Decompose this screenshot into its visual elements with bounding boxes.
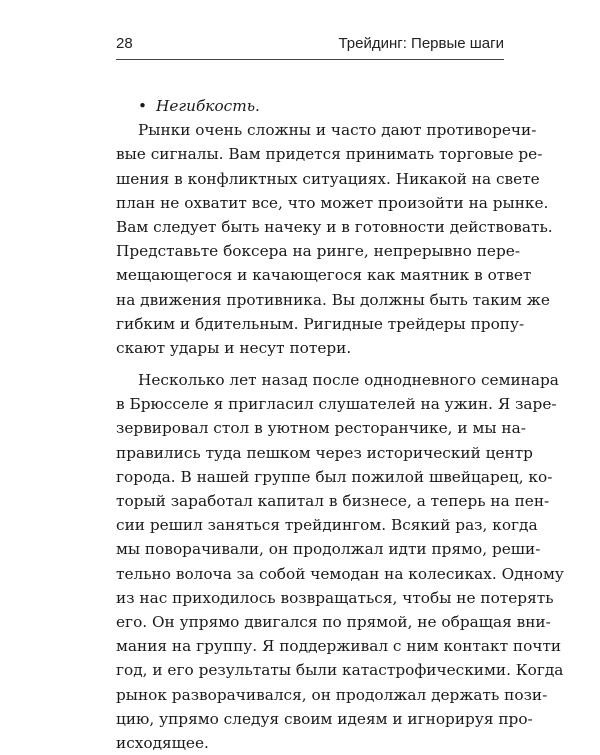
text-line: скают удары и несут потери. bbox=[116, 338, 352, 357]
text-line: мы поворачивали, он продолжал идти прямо, реши- bbox=[116, 540, 541, 559]
text-line: Вам следует быть начеку и в готовности действовать. bbox=[116, 217, 553, 236]
text-line: гибким и бдительным. Ригидные трейдеры пропу- bbox=[116, 314, 525, 333]
text-line: Представьте боксера на ринге, непрерывно пере- bbox=[116, 242, 520, 261]
text-line: торый заработал капитал в бизнесе, а теперь на пен- bbox=[116, 492, 550, 510]
text-line: на движения противника. Вы должны быть таким же bbox=[116, 290, 550, 309]
text-line: сии решил заняться трейдингом. Всякий раз, когда bbox=[116, 516, 538, 535]
page-number: 28 bbox=[116, 35, 133, 52]
paragraph-inflexibility bbox=[116, 118, 553, 360]
text-line: из нас приходилось возвращаться, чтобы не потерять bbox=[116, 588, 554, 607]
paragraph-anecdote bbox=[116, 368, 564, 755]
page-header bbox=[116, 35, 504, 57]
text-line: мещающегося и качающегося как маятник в ответ bbox=[116, 266, 532, 285]
text-line: Рынки очень сложны и часто дают противоречи- bbox=[138, 121, 537, 140]
text-line: рынок разворачивался, он продолжал держать пози- bbox=[116, 685, 548, 704]
page-body bbox=[116, 94, 564, 755]
running-title: Трейдинг: Первые шаги bbox=[338, 35, 504, 52]
text-line: его. Он упрямо двигался по прямой, не обращая вни- bbox=[116, 612, 551, 631]
text-line: план не охватит все, что может произойти на рынке. bbox=[116, 193, 549, 212]
text-line: цию, упрямо следуя своим идеям и игнорируя про- bbox=[116, 709, 533, 728]
text-line: Несколько лет назад после однодневного семинара bbox=[138, 371, 559, 390]
text-line: шения в конфликтных ситуациях. Никакой на свете bbox=[116, 169, 540, 188]
text-line: исходящее. bbox=[116, 733, 209, 752]
text-line: вые сигналы. Вам придется принимать торговые ре- bbox=[116, 145, 543, 164]
text-line: зервировал стол в уютном ресторанчике, и мы на- bbox=[116, 419, 526, 438]
bullet-marker: • bbox=[138, 97, 148, 115]
bullet-text: Негибкость. bbox=[156, 97, 260, 115]
bullet-item bbox=[116, 94, 504, 118]
text-line: мания на группу. Я поддерживал с ним контакт почти bbox=[116, 637, 562, 656]
text-line: год, и его результаты были катастрофическими. Когда bbox=[116, 661, 564, 680]
header-rule bbox=[116, 59, 504, 60]
text-line: правились туда пешком через исторический центр bbox=[116, 443, 533, 462]
text-line: в Брюсселе я пригласил слушателей на ужин. Я заре- bbox=[116, 395, 557, 414]
text-line: города. В нашей группе был пожилой швейцарец, ко- bbox=[116, 467, 553, 486]
text-line: тельно волоча за собой чемодан на колесиках. Одному bbox=[116, 564, 564, 583]
